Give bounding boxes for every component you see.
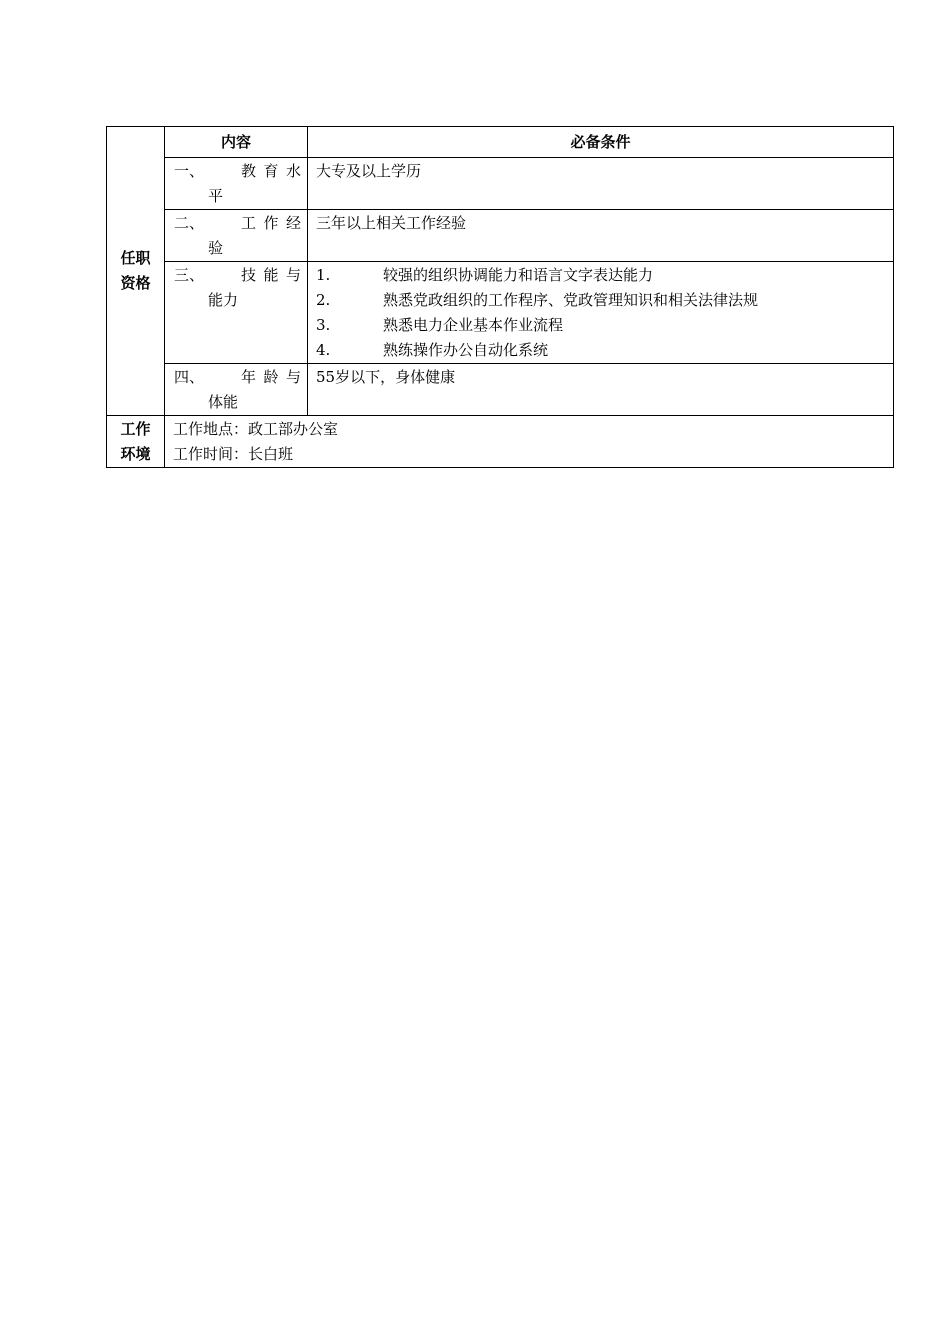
table-row (107, 158, 894, 210)
item-label: 教育水 (241, 162, 301, 180)
item-value: 大专及以上学历 (308, 158, 894, 210)
skills-list (308, 262, 894, 364)
work-location: 工作地点：政工部办公室 (173, 420, 339, 438)
work-hours: 工作时间：长白班 (173, 445, 294, 463)
item-value: 55岁以下，身体健康 (308, 364, 894, 416)
list-number: 4. (316, 341, 331, 359)
item-skills (165, 262, 308, 364)
table-header-row (107, 127, 894, 158)
item-label-continued: 能力 (208, 291, 239, 309)
job-requirements-table-wrapper (106, 126, 894, 468)
list-item (316, 263, 885, 288)
item-experience (165, 210, 308, 262)
list-text: 熟悉党政组织的工作程序、党政管理知识和相关法律法规 (383, 291, 759, 309)
section-label-line2: 环境 (120, 444, 151, 463)
header-content: 内容 (165, 127, 308, 158)
list-item (316, 288, 885, 313)
list-item (316, 313, 885, 338)
list-number: 2. (316, 291, 331, 309)
table-row (107, 262, 894, 364)
table-row (107, 210, 894, 262)
item-label: 年龄与 (241, 368, 301, 386)
list-number: 1. (316, 266, 331, 284)
list-number: 3. (316, 316, 331, 334)
list-text: 熟练操作办公自动化系统 (383, 341, 549, 359)
item-label: 技能与 (241, 266, 301, 284)
item-number: 三、 (174, 266, 205, 284)
section-environment (107, 416, 165, 468)
section-label-line1: 工作 (120, 419, 151, 438)
item-number: 二、 (174, 214, 205, 232)
section-label-line1: 任职 (120, 249, 151, 267)
item-value: 三年以上相关工作经验 (308, 210, 894, 262)
list-text: 较强的组织协调能力和语言文字表达能力 (383, 266, 654, 284)
section-qualification (107, 127, 165, 416)
list-text: 熟悉电力企业基本作业流程 (383, 316, 564, 334)
section-label-line2: 资格 (120, 274, 151, 292)
job-requirements-table (106, 126, 894, 468)
item-label-continued: 平 (208, 187, 224, 205)
item-education (165, 158, 308, 210)
item-label-continued: 验 (208, 239, 224, 257)
item-label-continued: 体能 (208, 393, 239, 411)
table-row (107, 416, 894, 468)
environment-details (165, 416, 894, 468)
item-number: 四、 (174, 368, 205, 386)
item-label: 工作经 (241, 214, 301, 232)
table-row (107, 364, 894, 416)
header-requirements: 必备条件 (308, 127, 894, 158)
list-item (316, 338, 885, 363)
item-age-fitness (165, 364, 308, 416)
item-number: 一、 (174, 162, 205, 180)
